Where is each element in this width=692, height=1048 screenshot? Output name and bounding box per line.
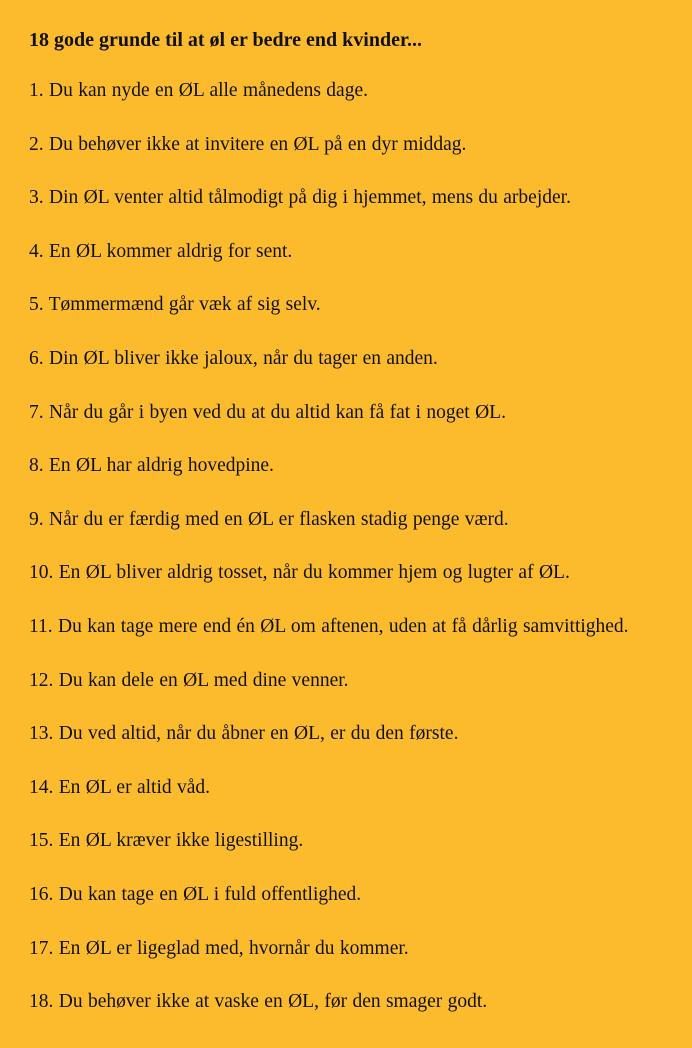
list-item: 16. Du kan tage en ØL i fuld offentlighed. <box>29 883 362 905</box>
list-item: 14. En ØL er altid våd. <box>29 776 211 798</box>
list-item: 11. Du kan tage mere end én ØL om aftenen, uden at få dårlig samvittighed. <box>29 615 629 637</box>
list-item: 9. Når du er færdig med en ØL er flasken stadig penge værd. <box>29 508 509 530</box>
list-item: 4. En ØL kommer aldrig for sent. <box>29 240 293 262</box>
page-title: 18 gode grunde til at øl er bedre end kvinder... <box>29 29 422 51</box>
list-item: 6. Din ØL bliver ikke jaloux, når du tager en anden. <box>29 347 438 369</box>
list-item: 2. Du behøver ikke at invitere en ØL på en dyr middag. <box>29 133 467 155</box>
list-item: 12. Du kan dele en ØL med dine venner. <box>29 669 349 691</box>
list-item: 13. Du ved altid, når du åbner en ØL, er du den første. <box>29 723 459 745</box>
reasons-list <box>29 77 662 1016</box>
list-item: 1. Du kan nyde en ØL alle månedens dage. <box>29 80 368 101</box>
list-item: 15. En ØL kræver ikke ligestilling. <box>29 830 304 852</box>
list-item: 5. Tømmermænd går væk af sig selv. <box>29 294 321 316</box>
list-item: 7. Når du går i byen ved du at du altid kan få fat i noget ØL. <box>29 401 506 423</box>
list-item: 17. En ØL er ligeglad med, hvornår du kommer. <box>29 937 409 959</box>
list-item: 3. Din ØL venter altid tålmodigt på dig i hjemmet, mens du arbejder. <box>29 187 571 209</box>
list-item: 8. En ØL har aldrig hovedpine. <box>29 455 274 477</box>
list-item: 10. En ØL bliver aldrig tosset, når du kommer hjem og lugter af ØL. <box>29 562 570 584</box>
list-item: 18. Du behøver ikke at vaske en ØL, før den smager godt. <box>29 991 488 1013</box>
